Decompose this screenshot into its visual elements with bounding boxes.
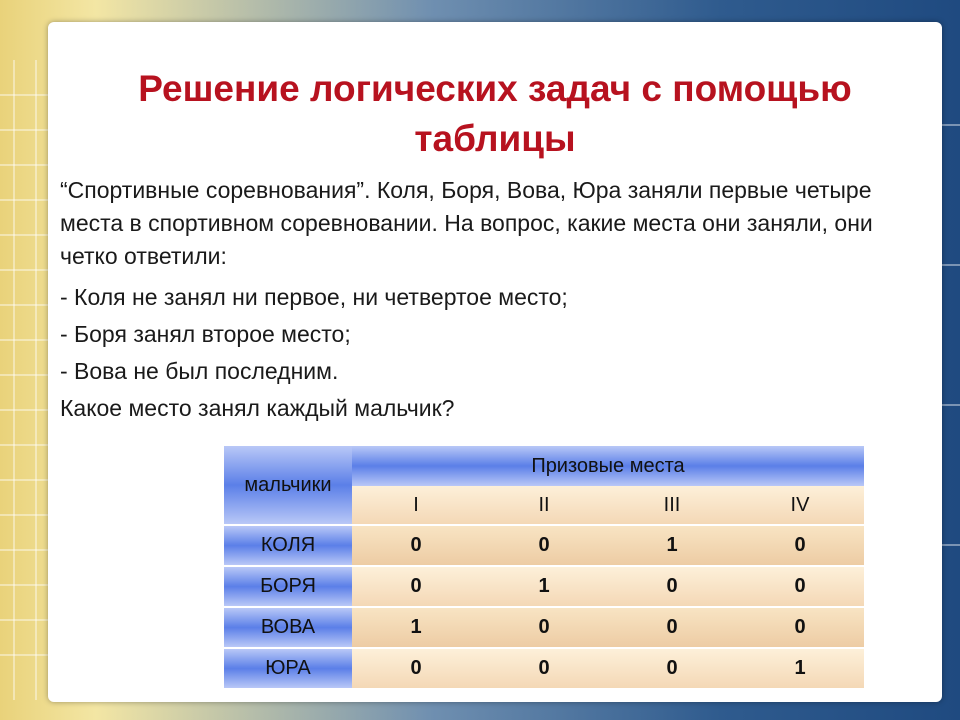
table-cell: 0 (352, 525, 480, 566)
table-row (224, 525, 864, 566)
table-cell: 0 (608, 607, 736, 648)
problem-question: Какое место занял каждый мальчик? (60, 395, 455, 421)
row-name-kolya: КОЛЯ (224, 525, 352, 566)
solution-table (224, 446, 864, 688)
table-cell: 0 (736, 525, 864, 566)
condition-2: - Боря занял второе место; (60, 321, 351, 347)
condition-1: - Коля не занял ни первое, ни четвертое место; (60, 284, 568, 310)
place-header-3: III (608, 486, 736, 525)
row-name-vova: ВОВА (224, 607, 352, 648)
problem-intro: “Спортивные соревнования”. Коля, Боря, Вова, Юра заняли первые четыре места в спортивном соревновании. На вопрос, какие места они заняли, они четко ответили: (60, 177, 873, 269)
table-cell: 0 (352, 566, 480, 607)
table-cell: 0 (608, 566, 736, 607)
title-line-2: таблицы (414, 118, 576, 159)
condition-3: - Вова не был последним. (60, 358, 339, 384)
header-prize-places: Призовые места (352, 446, 864, 486)
title-line-1: Решение логических задач с помощью (138, 68, 852, 109)
place-header-4: IV (736, 486, 864, 525)
header-boys: мальчики (224, 446, 352, 525)
table-cell: 0 (608, 648, 736, 688)
table-cell: 0 (480, 525, 608, 566)
place-header-2: II (480, 486, 608, 525)
table-row (224, 648, 864, 688)
table-cell: 1 (608, 525, 736, 566)
table-cell: 0 (480, 607, 608, 648)
table-cell: 0 (736, 607, 864, 648)
row-name-yura: ЮРА (224, 648, 352, 688)
row-name-borya: БОРЯ (224, 566, 352, 607)
table-cell: 0 (480, 648, 608, 688)
table-cell: 1 (480, 566, 608, 607)
problem-text (60, 174, 880, 427)
slide-title (48, 64, 942, 164)
table-cell: 1 (736, 648, 864, 688)
table-cell: 1 (352, 607, 480, 648)
table-cell: 0 (352, 648, 480, 688)
table-row (224, 607, 864, 648)
table-cell: 0 (736, 566, 864, 607)
place-header-1: I (352, 486, 480, 525)
table-row (224, 566, 864, 607)
